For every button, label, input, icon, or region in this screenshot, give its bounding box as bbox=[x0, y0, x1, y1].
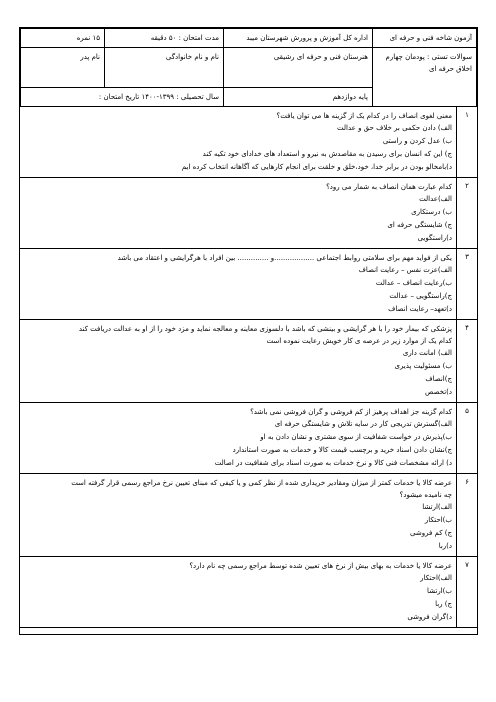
answer-option: ب)ارتشا bbox=[427, 587, 452, 595]
answer-option: د)بامخالو بودن در برابر خدا، خود،خلق و خلقت برای انجام کارهایی که آگاهانه انتخاب کرده ایم bbox=[181, 163, 452, 171]
header-school-text: هنرستان فنی و حرفه ای رشیقی bbox=[273, 53, 368, 61]
question-text: کدام گزینه جز اهداف پرهیز از کم فروشی و گران فروشی نمی باشد؟ bbox=[250, 408, 452, 416]
answer-option: ج) این که انسان برای رسیدن به مقاصدش به نیرو و استعداد های خدادای خود تکیه کند bbox=[202, 150, 452, 158]
question-block bbox=[20, 177, 477, 248]
question-block bbox=[20, 248, 477, 319]
header-school bbox=[224, 48, 373, 88]
answer-option: ب)رعایت انصاف – عدالت bbox=[375, 279, 452, 287]
answer-option: د)تخصص bbox=[425, 388, 452, 396]
answer-option: الف)گسترش تدریجی کار در سایه تلاش و شایستگی حرفه ای bbox=[274, 420, 452, 428]
header-score bbox=[21, 29, 105, 48]
answer-option: ج) ربا bbox=[435, 600, 452, 608]
answer-option: ب)احتکار bbox=[424, 516, 452, 524]
exam-frame bbox=[19, 27, 478, 635]
question-number: ۶ bbox=[456, 474, 477, 556]
answer-option: ج)نشان دادن اسناد خرید و برچسب قیمت کالا و خدمات به صورت استاندارد bbox=[232, 446, 452, 454]
header-year-date-text: سال تحصیلی : ۱۳۹۹-۱۴۰۰ تاریخ امتحان : bbox=[98, 93, 219, 101]
header-department bbox=[224, 29, 373, 48]
question-text: معنی لغوی انصاف را در کدام یک از گزینه ها می توان یافت؟ bbox=[276, 112, 452, 120]
answer-option: ب) عدل کردن و راستی bbox=[382, 137, 452, 145]
question-list bbox=[20, 107, 477, 627]
header-student-name bbox=[105, 48, 224, 88]
question-body bbox=[20, 178, 456, 248]
question-text: عرضه کالا یا خدمات به بهای بیش از نرخ های تعیین شده توسط مراجع رسمی چه نام دارد؟ bbox=[189, 562, 452, 570]
question-text: چه نامیده میشود؟ bbox=[399, 491, 452, 499]
question-block bbox=[20, 473, 477, 556]
question-number: ۲ bbox=[456, 178, 477, 248]
answer-option: ب)پذیرش در خواست شفافیت از سوی مشتری و نشان دادن به او bbox=[260, 433, 452, 441]
question-number: ۱ bbox=[456, 107, 477, 177]
answer-option: د)ربا bbox=[438, 542, 452, 550]
answer-option: الف)عدالت bbox=[419, 195, 452, 203]
question-number: ۷ bbox=[456, 557, 477, 627]
answer-option: د)گران فروشی bbox=[407, 613, 452, 621]
answer-option: الف)احتکار bbox=[420, 574, 452, 582]
question-body bbox=[20, 403, 456, 473]
question-block bbox=[20, 402, 477, 473]
question-text: یکی از فواید مهم برای سلامتی روابط اجتماعی ..................و .............. بین افراد با هرگرایشی و اعتقاد می باشد bbox=[117, 254, 452, 262]
answer-option: ج)انصاف bbox=[425, 375, 452, 383]
answer-option: ب) درستکاری bbox=[411, 208, 452, 216]
answer-option: د) ارائه مشخصات فنی کالا و نرخ خدمات به صورت اسناد برای شفافیت در اصالت bbox=[214, 459, 452, 467]
question-body bbox=[20, 249, 456, 319]
answer-option: الف) دادن حکمی بر خلاف حق و عدالت bbox=[337, 124, 452, 132]
exam-header bbox=[20, 28, 477, 107]
header-department-text: اداره کل آموزش و پرورش شهرستان میبد bbox=[246, 34, 368, 42]
header-subject-line2: اخلاق حرفه ای bbox=[428, 65, 472, 73]
question-block bbox=[20, 556, 477, 627]
question-text: پزشکی که بیمار خود را با هر گرایشی و بینشی که باشد با دلسوزی معاینه و معالجه نماید و مزد خود را از او به عدالت دریافت کند bbox=[78, 325, 452, 333]
question-text: کدام عبارت همان انصاف به شمار می رود؟ bbox=[326, 183, 452, 191]
answer-option: الف)ارتشا bbox=[422, 503, 452, 511]
question-body bbox=[20, 474, 456, 556]
answer-option: الف)عزت نفس – رعایت انصاف bbox=[358, 266, 452, 274]
question-number: ۴ bbox=[456, 320, 477, 402]
header-grade bbox=[224, 88, 373, 107]
header-duration-text: مدت امتحان : ۵۰ دقیقه bbox=[150, 34, 219, 42]
answer-option: ب) مسئولیت پذیری bbox=[394, 362, 452, 370]
header-exam-type bbox=[373, 29, 477, 48]
question-number: ۳ bbox=[456, 249, 477, 319]
answer-option: الف) امانت داری bbox=[402, 349, 452, 357]
answer-option: ج)راستگویی – عدالت bbox=[389, 292, 452, 300]
header-student-name-label: نام و نام خانوادگی bbox=[165, 53, 219, 61]
header-father-name bbox=[21, 48, 105, 88]
question-text: عرضه کالا یا خدمات کمتر از میزان ومقادیر خریداری شده از نظر کمی و یا کیفی که مبنای تعیین نرخ مراجع رسمی قرار گرفته است bbox=[71, 479, 452, 487]
question-number: ۵ bbox=[456, 403, 477, 473]
answer-option: د)تعهد– رعایت انصاف bbox=[388, 305, 452, 313]
question-body bbox=[20, 320, 456, 402]
header-grade-text: پایه دوازدهم bbox=[332, 93, 368, 101]
question-body bbox=[20, 107, 456, 177]
header-year-date bbox=[21, 88, 224, 107]
header-score-text: ۱۵ نمره bbox=[76, 34, 100, 42]
header-father-name-label: نام پدر bbox=[80, 53, 100, 61]
answer-option: د)راستگویی bbox=[417, 234, 452, 242]
header-duration bbox=[105, 29, 224, 48]
question-block bbox=[20, 107, 477, 177]
question-body bbox=[20, 557, 456, 627]
question-text: کدام یک از موارد زیر در عرصه ی کار خویش رعایت نموده است bbox=[266, 337, 452, 345]
answer-option: ج) کم فروشی bbox=[410, 529, 452, 537]
header-subject-line1: سوالات تستی : پودمان چهارم bbox=[385, 53, 472, 61]
header-exam-type-text: آزمون شاخه فنی و حرفه ای bbox=[389, 34, 472, 42]
bottom-blank-row bbox=[20, 627, 477, 634]
header-subject bbox=[373, 48, 477, 107]
answer-option: ج) شایستگی حرفه ای bbox=[387, 221, 452, 229]
question-block bbox=[20, 319, 477, 402]
